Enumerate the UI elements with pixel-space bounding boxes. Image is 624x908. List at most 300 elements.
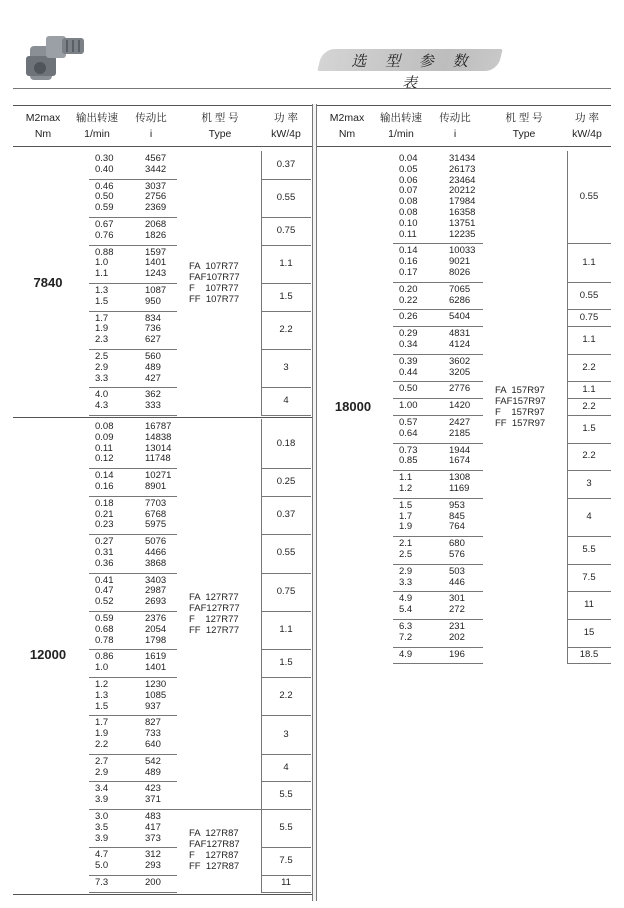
output-speed: 1.5 — [95, 295, 109, 307]
max-torque: 18000 — [334, 399, 372, 415]
header-model-line: Type — [208, 128, 232, 140]
output-speed: 1.3 — [95, 689, 109, 701]
row-divider — [89, 283, 177, 284]
output-speed: 1.7 — [399, 510, 413, 522]
row-divider — [89, 217, 177, 218]
ratio-value: 17984 — [449, 196, 476, 208]
row-divider — [89, 311, 177, 312]
power-divider — [261, 387, 311, 388]
row-divider — [89, 245, 177, 246]
row-divider — [89, 468, 177, 469]
output-speed: 1.1 — [95, 268, 109, 280]
output-speed: 0.47 — [95, 585, 114, 597]
row-divider — [393, 498, 483, 499]
output-speed: 0.11 — [95, 442, 113, 454]
row-divider — [393, 564, 483, 565]
power-divider — [567, 443, 611, 444]
ratio-value: 31434 — [449, 153, 476, 164]
output-speed: 0.36 — [95, 557, 114, 569]
output-speed: 1.7 — [95, 717, 109, 729]
ratio-value: 736 — [145, 323, 161, 335]
power-value: 0.55 — [579, 289, 599, 301]
power-divider — [261, 809, 311, 810]
output-speed: 2.9 — [95, 766, 109, 778]
power-value: 5.5 — [279, 822, 293, 834]
power-divider — [567, 326, 611, 327]
model-type-line: FA 127R87 — [189, 828, 239, 840]
max-torque: 7840 — [33, 275, 63, 290]
header-power — [563, 106, 611, 146]
output-speed: 0.08 — [399, 207, 418, 218]
header-torque-line: M2max — [329, 112, 365, 124]
output-speed: 2.9 — [95, 361, 109, 373]
row-divider — [393, 326, 483, 327]
ratio-value: 733 — [145, 728, 161, 740]
power-divider — [261, 715, 311, 716]
row-divider — [89, 387, 177, 388]
row-divider — [393, 663, 483, 664]
model-type-line: F 107R77 — [189, 283, 239, 294]
ratio-value: 26173 — [449, 163, 476, 175]
output-speed: 7.2 — [399, 631, 413, 643]
ratio-value: 13751 — [449, 217, 476, 229]
output-speed: 0.39 — [399, 355, 418, 367]
output-speed: 1.2 — [399, 482, 413, 494]
ratio-value: 3403 — [145, 574, 167, 586]
ratio-value: 362 — [145, 389, 161, 401]
output-speed: 4.0 — [95, 389, 109, 401]
type-divider — [89, 809, 261, 810]
model-type-line: FA 107R77 — [189, 261, 239, 272]
power-divider — [261, 677, 311, 678]
power-value: 0.55 — [276, 547, 296, 559]
ratio-value: 8901 — [145, 480, 167, 492]
power-value: 5.5 — [279, 789, 293, 801]
power-value: 7.5 — [582, 571, 596, 583]
ratio-value: 542 — [145, 755, 161, 767]
header-speed — [75, 106, 119, 146]
header-ratio-line: i — [453, 128, 457, 140]
power-value: 1.5 — [582, 422, 596, 434]
power-divider — [567, 498, 611, 499]
ratio-value: 2369 — [145, 202, 167, 214]
table-header — [13, 105, 312, 147]
ratio-value: 20212 — [449, 185, 476, 197]
output-speed: 3.9 — [95, 832, 109, 844]
power-value: 0.37 — [276, 158, 296, 170]
power-value: 18.5 — [579, 649, 599, 660]
power-value: 2.2 — [582, 361, 596, 373]
output-speed: 7.3 — [95, 877, 109, 888]
power-value: 4 — [283, 395, 289, 407]
output-speed: 0.59 — [95, 202, 114, 214]
power-divider — [261, 283, 311, 284]
ratio-value: 196 — [449, 648, 465, 660]
ratio-value: 483 — [145, 811, 161, 822]
ratio-value: 333 — [145, 400, 161, 412]
ratio-value: 640 — [145, 738, 161, 750]
power-divider — [261, 311, 311, 312]
row-divider — [89, 754, 177, 755]
ratio-value: 953 — [449, 499, 465, 511]
model-type-line: FF 127R77 — [189, 625, 240, 636]
section-divider — [13, 894, 312, 895]
header-ratio — [125, 106, 177, 146]
power-divider — [261, 245, 311, 246]
header-power-line: 功 率 — [575, 112, 599, 124]
power-divider — [261, 754, 311, 755]
power-divider — [567, 381, 611, 382]
output-speed: 0.30 — [95, 153, 114, 164]
power-divider — [567, 591, 611, 592]
model-type-line: FA 127R77 — [189, 592, 239, 603]
ratio-value: 2185 — [449, 427, 471, 439]
output-speed: 0.18 — [95, 497, 114, 509]
ratio-value: 489 — [145, 766, 161, 778]
power-value: 0.25 — [276, 476, 296, 487]
output-speed: 0.11 — [399, 228, 417, 240]
ratio-value: 2054 — [145, 623, 167, 635]
output-speed: 0.64 — [399, 427, 418, 439]
power-value: 1.1 — [582, 334, 596, 345]
row-divider — [89, 847, 177, 848]
output-speed: 5.0 — [95, 860, 109, 872]
ratio-value: 4567 — [145, 153, 167, 164]
ratio-value: 627 — [145, 334, 161, 346]
row-divider — [89, 179, 177, 180]
output-speed: 0.16 — [95, 480, 114, 492]
output-speed: 0.08 — [399, 196, 418, 208]
row-divider — [393, 354, 483, 355]
output-speed: 0.06 — [399, 174, 418, 186]
power-value: 1.1 — [582, 256, 596, 268]
ratio-value: 5076 — [145, 536, 167, 548]
power-divider — [261, 534, 311, 535]
output-speed: 0.07 — [399, 185, 418, 197]
header-model — [183, 106, 257, 146]
model-type-line: F 127R77 — [189, 614, 239, 625]
output-speed: 1.9 — [95, 728, 109, 740]
output-speed: 3.3 — [95, 372, 109, 384]
output-speed: 0.85 — [399, 455, 418, 467]
ratio-value: 560 — [145, 351, 161, 362]
ratio-value: 11748 — [145, 453, 171, 465]
page-title: 选 型 参 数 表 — [351, 52, 475, 92]
right-table — [317, 105, 611, 902]
power-value: 0.37 — [276, 509, 296, 520]
ratio-value: 1401 — [145, 257, 167, 269]
ratio-value: 845 — [449, 510, 465, 522]
output-speed: 4.3 — [95, 400, 109, 412]
header-model-line: Type — [512, 128, 536, 140]
ratio-value: 6768 — [145, 508, 167, 520]
ratio-value: 1308 — [449, 472, 471, 484]
output-speed: 0.73 — [399, 444, 418, 456]
power-divider — [567, 470, 611, 471]
model-type-line: F 157R97 — [495, 407, 545, 419]
ratio-value: 301 — [449, 593, 465, 605]
ratio-value: 3205 — [449, 366, 471, 378]
output-speed: 1.0 — [95, 257, 109, 269]
ratio-value: 10033 — [449, 245, 476, 257]
row-divider — [393, 415, 483, 416]
ratio-value: 2987 — [145, 585, 167, 597]
ratio-value: 1944 — [449, 444, 471, 456]
header-model — [487, 106, 561, 146]
model-type-line: FAF127R77 — [189, 603, 240, 614]
table-header — [317, 105, 611, 147]
output-speed: 0.88 — [95, 246, 114, 258]
ratio-value: 1674 — [449, 455, 471, 467]
ratio-value: 14838 — [145, 431, 172, 443]
header-ratio-line: 传动比 — [135, 112, 167, 124]
header-power-line: kW/4p — [572, 128, 602, 140]
row-divider — [89, 875, 177, 876]
power-divider — [567, 415, 611, 416]
power-value: 1.1 — [279, 257, 293, 269]
row-divider — [393, 470, 483, 471]
power-divider — [261, 349, 311, 350]
ratio-value: 2756 — [145, 191, 167, 203]
ratio-value: 1619 — [145, 651, 167, 663]
column-line — [567, 151, 568, 663]
ratio-value: 2068 — [145, 219, 167, 230]
power-value: 7.5 — [279, 855, 293, 867]
power-value: 0.75 — [276, 585, 296, 597]
ratio-value: 2427 — [449, 417, 471, 428]
ratio-value: 373 — [145, 832, 161, 844]
output-speed: 0.17 — [399, 266, 418, 278]
row-divider — [393, 443, 483, 444]
power-divider — [567, 619, 611, 620]
model-type — [189, 592, 240, 636]
header-ratio-line: 传动比 — [439, 112, 471, 124]
output-speed: 3.4 — [95, 783, 109, 795]
output-speed: 0.14 — [95, 470, 114, 482]
output-speed: 2.1 — [399, 538, 413, 550]
power-divider — [567, 309, 611, 310]
output-speed: 0.41 — [95, 574, 114, 586]
ratio-value: 7703 — [145, 497, 167, 509]
row-divider — [89, 892, 177, 893]
ratio-value: 1243 — [145, 268, 167, 280]
ratio-value: 10271 — [145, 470, 172, 482]
power-divider — [567, 647, 611, 648]
output-speed: 0.76 — [95, 229, 114, 241]
power-divider — [567, 536, 611, 537]
output-speed: 3.3 — [399, 576, 413, 588]
ratio-value: 3602 — [449, 355, 471, 367]
ratio-value: 827 — [145, 717, 161, 729]
model-type-line: FF 107R77 — [189, 294, 240, 305]
header-torque-line: M2max — [25, 112, 61, 124]
header-speed-line: 输出转速 — [380, 112, 422, 124]
output-speed: 1.5 — [399, 499, 413, 511]
power-value: 11 — [584, 599, 594, 611]
output-speed: 0.34 — [399, 338, 418, 350]
section-divider — [13, 417, 312, 418]
ratio-value: 937 — [145, 700, 161, 712]
column-line — [261, 151, 262, 415]
row-divider — [393, 536, 483, 537]
power-value: 0.75 — [276, 224, 296, 236]
output-speed: 0.40 — [95, 163, 114, 175]
power-divider — [261, 781, 311, 782]
ratio-value: 231 — [449, 621, 465, 632]
output-speed: 0.10 — [399, 217, 418, 229]
output-speed: 0.23 — [95, 519, 114, 531]
output-speed: 2.5 — [95, 351, 109, 362]
ratio-value: 1169 — [449, 482, 470, 494]
header-power — [261, 106, 311, 146]
output-speed: 2.2 — [95, 738, 109, 750]
ratio-value: 23464 — [449, 174, 476, 186]
gearmotor-icon — [22, 28, 88, 86]
ratio-value: 1597 — [145, 246, 167, 258]
model-type-line: FA 157R97 — [495, 385, 545, 397]
output-speed: 0.59 — [95, 613, 114, 624]
output-speed: 1.0 — [95, 662, 109, 674]
row-divider — [393, 647, 483, 648]
ratio-value: 8026 — [449, 266, 471, 278]
ratio-value: 3037 — [145, 180, 167, 192]
power-divider — [567, 354, 611, 355]
power-divider — [567, 663, 611, 664]
model-type-line: F 127R87 — [189, 850, 239, 862]
power-divider — [261, 892, 311, 893]
ratio-value: 200 — [145, 877, 161, 888]
row-divider — [393, 243, 483, 244]
output-speed: 5.4 — [399, 604, 413, 616]
row-divider — [393, 619, 483, 620]
row-divider — [89, 496, 177, 497]
model-type-line: FF 157R97 — [495, 418, 546, 430]
output-speed: 0.50 — [399, 383, 418, 395]
output-speed: 0.57 — [399, 417, 418, 428]
power-value: 4 — [586, 511, 592, 522]
power-value: 0.18 — [276, 437, 296, 449]
ratio-value: 4831 — [449, 328, 471, 340]
power-value: 1.1 — [279, 624, 293, 636]
power-value: 0.55 — [579, 191, 599, 203]
ratio-value: 12235 — [449, 228, 476, 240]
output-speed: 1.00 — [399, 400, 418, 412]
power-value: 3 — [283, 728, 289, 740]
header-torque — [13, 106, 73, 146]
ratio-value: 1230 — [145, 679, 167, 690]
power-value: 4 — [283, 761, 289, 773]
ratio-value: 576 — [449, 548, 465, 560]
ratio-value: 7065 — [449, 283, 471, 295]
output-speed: 3.9 — [95, 794, 109, 806]
output-speed: 0.78 — [95, 634, 114, 646]
ratio-value: 1420 — [449, 400, 471, 412]
ratio-value: 1798 — [145, 634, 167, 646]
output-speed: 0.05 — [399, 163, 418, 175]
power-value: 0.75 — [579, 311, 599, 323]
ratio-value: 6286 — [449, 294, 471, 306]
model-type — [495, 385, 546, 429]
output-speed: 0.22 — [399, 294, 418, 306]
row-divider — [89, 649, 177, 650]
output-speed: 1.7 — [95, 312, 109, 324]
output-speed: 2.5 — [399, 548, 413, 560]
output-speed: 0.86 — [95, 651, 114, 663]
power-value: 0.55 — [276, 191, 296, 203]
ratio-value: 489 — [145, 361, 161, 373]
output-speed: 1.1 — [399, 472, 413, 484]
output-speed: 0.12 — [95, 453, 114, 465]
top-rule — [13, 88, 611, 89]
ratio-value: 272 — [449, 604, 465, 616]
power-value: 1.5 — [279, 290, 293, 302]
ratio-value: 3868 — [145, 557, 167, 569]
power-value: 1.1 — [582, 383, 596, 395]
output-speed: 0.04 — [399, 153, 418, 164]
row-divider — [89, 611, 177, 612]
model-type-line: FAF107R77 — [189, 272, 240, 283]
output-speed: 0.52 — [95, 596, 114, 608]
left-table — [13, 105, 312, 902]
output-speed: 1.9 — [399, 521, 413, 533]
output-speed: 2.3 — [95, 334, 109, 346]
power-divider — [567, 398, 611, 399]
output-speed: 4.9 — [399, 593, 413, 605]
header-ratio — [429, 106, 481, 146]
header-torque-line: Nm — [34, 128, 52, 140]
model-type — [189, 828, 240, 872]
power-divider — [567, 282, 611, 283]
row-divider — [393, 398, 483, 399]
power-divider — [567, 564, 611, 565]
header-speed-line: 输出转速 — [76, 112, 118, 124]
header-speed-line: 1/min — [388, 128, 414, 140]
ratio-value: 503 — [449, 565, 465, 577]
max-torque: 12000 — [29, 647, 67, 663]
output-speed: 0.67 — [95, 219, 114, 230]
power-value: 3 — [283, 362, 289, 374]
power-divider — [261, 217, 311, 218]
output-speed: 1.5 — [95, 700, 109, 712]
ratio-value: 5404 — [449, 311, 471, 323]
ratio-value: 423 — [145, 783, 161, 795]
output-speed: 3.5 — [95, 821, 109, 833]
output-speed: 2.7 — [95, 755, 109, 767]
header-power-line: kW/4p — [271, 128, 301, 140]
output-speed: 4.7 — [95, 849, 109, 861]
power-divider — [261, 875, 311, 876]
row-divider — [89, 534, 177, 535]
power-value: 1.5 — [279, 657, 293, 669]
output-speed: 0.50 — [95, 191, 114, 203]
ratio-value: 950 — [145, 295, 161, 307]
ratio-value: 764 — [449, 521, 465, 533]
model-type-line: FF 127R87 — [189, 861, 240, 873]
ratio-value: 4124 — [449, 338, 471, 350]
ratio-value: 5975 — [145, 519, 167, 531]
row-divider — [89, 573, 177, 574]
output-speed: 0.44 — [399, 366, 418, 378]
power-value: 11 — [281, 877, 291, 889]
ratio-value: 2376 — [145, 613, 167, 624]
ratio-value: 1085 — [145, 689, 167, 701]
ratio-value: 16358 — [449, 207, 476, 218]
output-speed: 0.29 — [399, 328, 418, 340]
output-speed: 0.09 — [95, 431, 114, 443]
row-divider — [89, 715, 177, 716]
ratio-value: 312 — [145, 849, 161, 861]
power-value: 15 — [583, 626, 595, 638]
